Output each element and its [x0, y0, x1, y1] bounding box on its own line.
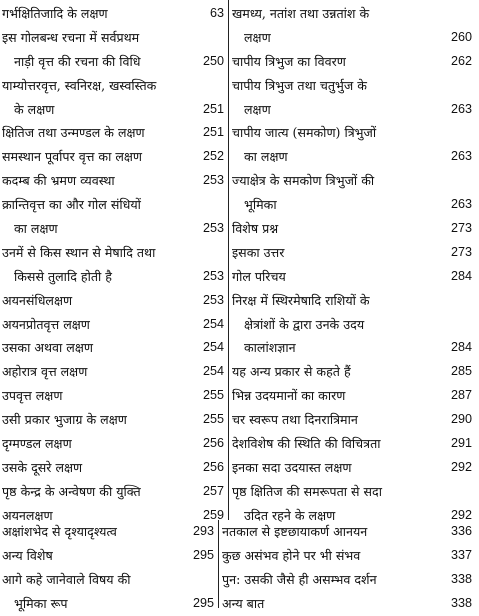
toc-entry	[2, 336, 224, 360]
toc-entry-line	[2, 520, 214, 544]
toc-entry	[2, 74, 224, 122]
toc-entry	[2, 169, 224, 193]
toc-page-number: 295	[192, 595, 214, 610]
toc-entry-line	[232, 193, 476, 217]
toc-page-number: 292	[450, 459, 472, 474]
toc-entry-line	[232, 2, 476, 26]
toc-page-number: 254	[202, 316, 224, 331]
toc-entry-line	[2, 289, 224, 313]
toc-entry	[2, 544, 214, 568]
toc-page-number: 273	[450, 221, 472, 236]
toc-entry	[2, 408, 224, 432]
toc-entry	[2, 520, 214, 544]
toc-entry-line	[232, 480, 476, 504]
toc-page-number: 253	[202, 292, 224, 307]
toc-entry-title: इनका सदा उदयास्त लक्षण	[232, 459, 352, 475]
toc-entry-title: दृग्मण्डल लक्षण	[2, 436, 72, 452]
toc-entry-line	[222, 544, 476, 568]
toc-entry	[232, 50, 476, 74]
toc-entry-title: अहोरात्र वृत्त लक्षण	[2, 364, 88, 380]
toc-entry-line	[2, 313, 224, 337]
toc-entry	[232, 289, 476, 361]
toc-entry-title: याम्योत्तरवृत्त, स्वनिरक्ष, खस्वस्तिक	[2, 77, 157, 93]
toc-page-number: 291	[450, 436, 472, 451]
toc-entry-title: का लक्षण	[244, 149, 288, 165]
toc-entry-title: नाड़ी वृत्त की रचना की विधि	[14, 53, 141, 69]
toc-entry-line	[232, 26, 476, 50]
toc-entry-title: उसके दूसरे लक्षण	[2, 459, 83, 475]
toc-entry-title: चापीय त्रिभुज तथा चतुर्भुज के	[232, 77, 367, 93]
toc-entry-line	[232, 169, 476, 193]
toc-entry-title: कालांशज्ञान	[244, 340, 296, 356]
toc-page-number: 293	[192, 524, 214, 538]
toc-page-number: 338	[450, 595, 472, 610]
toc-entry	[232, 217, 476, 241]
toc-entry	[232, 2, 476, 50]
toc-entry	[2, 480, 224, 504]
toc-page-number: 250	[202, 53, 224, 68]
toc-bottom-left-column	[2, 520, 214, 616]
toc-entry	[232, 384, 476, 408]
toc-entry-line	[222, 568, 476, 592]
toc-page-number: 287	[450, 388, 472, 403]
toc-entry-title: उसका अथवा लक्षण	[2, 340, 93, 356]
toc-entry-title: गर्भक्षितिजादि के लक्षण	[2, 6, 108, 21]
toc-entry-title: खमध्य, नतांश तथा उन्नतांश के	[232, 6, 370, 21]
toc-entry	[2, 313, 224, 337]
toc-entry	[2, 193, 224, 241]
toc-entry-title: पृष्ठ केन्द्र के अन्वेषण की युक्ति	[2, 483, 141, 499]
toc-entry-line	[2, 336, 224, 360]
toc-entry-line	[2, 408, 224, 432]
toc-entry-line	[2, 568, 214, 592]
toc-entry-line	[2, 480, 224, 504]
toc-page-number: 338	[450, 571, 472, 586]
toc-entry-line	[2, 432, 224, 456]
toc-entry-line	[232, 456, 476, 480]
toc-entry-title: किससे तुलादि होती है	[14, 268, 112, 284]
toc-entry	[2, 289, 224, 313]
toc-entry	[222, 520, 476, 544]
toc-entry-line	[2, 384, 224, 408]
toc-entry-title: विशेष प्रश्न	[232, 221, 279, 237]
toc-entry-title: इसका उत्तर	[232, 244, 285, 260]
toc-page-number: 263	[450, 197, 472, 212]
toc-entry-line	[2, 265, 224, 289]
toc-page-number: 256	[202, 436, 224, 451]
toc-entry-title: लक्षण	[244, 101, 271, 117]
toc-entry	[232, 241, 476, 265]
toc-page-number: 253	[202, 268, 224, 283]
toc-entry	[232, 456, 476, 480]
toc-page-number: 256	[202, 459, 224, 474]
toc-entry-line	[2, 360, 224, 384]
toc-entry	[232, 432, 476, 456]
toc-entry-line	[232, 289, 476, 313]
toc-entry-line	[232, 217, 476, 241]
toc-entry-title: समस्थान पूर्वापर वृत्त का लक्षण	[2, 149, 143, 165]
toc-page-number: 260	[450, 29, 472, 44]
toc-page-number: 290	[450, 412, 472, 427]
toc-entry-title: भूमिका	[244, 197, 277, 213]
toc-entry-line	[232, 241, 476, 265]
toc-entry-title: गोल परिचय	[232, 268, 286, 284]
toc-entry-title: यह अन्य प्रकार से कहते हैं	[232, 364, 351, 380]
toc-page-number: 252	[202, 149, 224, 164]
toc-page-number: 253	[202, 173, 224, 188]
toc-entry-line	[2, 98, 224, 122]
toc-entry	[2, 121, 224, 145]
column-divider-bottom	[218, 520, 219, 608]
toc-page-number: 254	[202, 364, 224, 379]
toc-entry-line	[232, 265, 476, 289]
toc-page-number: 284	[450, 268, 472, 283]
toc-entry-line	[2, 241, 224, 265]
toc-page-number: 284	[450, 340, 472, 355]
toc-entry-title: चर स्वरूप तथा दिनरात्रिमान	[232, 412, 358, 428]
toc-entry-title: अन्य विशेष	[2, 547, 53, 563]
toc-page-number: 259	[202, 507, 224, 522]
toc-entry-title: का लक्षण	[14, 221, 58, 237]
toc-entry-line	[232, 145, 476, 169]
toc-page-number: 251	[202, 125, 224, 140]
toc-entry	[222, 544, 476, 568]
column-divider	[228, 0, 229, 520]
toc-entry-title: ज्याक्षेत्र के समकोण त्रिभुजों की	[232, 173, 375, 189]
toc-page-number: 262	[450, 53, 472, 68]
toc-entry	[222, 592, 476, 616]
toc-entry-line	[2, 74, 224, 98]
toc-page-number: 254	[202, 340, 224, 355]
toc-entry-title: देशविशेष की स्थिति की विचित्रता	[232, 436, 381, 452]
toc-entry-line	[232, 408, 476, 432]
toc-entry-title: अन्य बात	[222, 595, 265, 611]
toc-entry-title: चापीय त्रिभुज का विवरण	[232, 53, 346, 69]
toc-left-column	[2, 2, 224, 528]
toc-page-number: 263	[450, 101, 472, 116]
toc-entry-line	[232, 74, 476, 98]
toc-entry	[232, 408, 476, 432]
toc-entry	[2, 145, 224, 169]
toc-entry-title: उसी प्रकार भुजाग्र के लक्षण	[2, 412, 127, 428]
toc-entry-title: क्षितिज तथा उन्मण्डल के लक्षण	[2, 125, 145, 141]
toc-entry-title: के लक्षण	[14, 101, 55, 117]
toc-entry-title: उपवृत्त लक्षण	[2, 388, 63, 404]
toc-bottom-right-column	[222, 520, 476, 616]
toc-entry-title: उनमें से किस स्थान से मेषादि तथा	[2, 244, 156, 260]
toc-entry-line	[2, 2, 224, 26]
toc-entry	[2, 26, 224, 74]
toc-entry-title: अयनलक्षण	[2, 507, 53, 523]
toc-page-number: 336	[450, 524, 472, 538]
toc-entry-line	[2, 50, 224, 74]
toc-entry	[222, 568, 476, 592]
toc-entry-line	[232, 313, 476, 337]
toc-entry-line	[232, 336, 476, 360]
toc-entry-line	[232, 384, 476, 408]
toc-entry-title: अयनप्रोतवृत्त लक्षण	[2, 316, 90, 332]
toc-entry	[2, 432, 224, 456]
toc-entry-line	[232, 98, 476, 122]
toc-entry-line	[2, 121, 224, 145]
toc-entry-title: क्षेत्रांशों के द्वारा उनके उदय	[244, 316, 365, 332]
toc-entry-title: निरक्ष में स्थिरमेषादि राशियों के	[232, 292, 370, 308]
toc-entry-line	[222, 520, 476, 544]
toc-entry-line	[2, 544, 214, 568]
toc-entry-title: अक्षांशभेद से दृश्यादृश्यत्व	[2, 524, 117, 539]
toc-entry-title: इस गोलबन्ध रचना में सर्वप्रथम	[2, 29, 140, 45]
toc-page-number: 251	[202, 101, 224, 116]
toc-entry-line	[232, 121, 476, 145]
toc-entry	[2, 2, 224, 26]
toc-entry-title: लक्षण	[244, 29, 271, 45]
toc-page-number: 63	[209, 6, 224, 20]
toc-entry-line	[2, 456, 224, 480]
toc-page-number: 257	[202, 483, 224, 498]
toc-entry-title: आगे कहे जानेवाले विषय की	[2, 571, 131, 587]
toc-entry-line	[232, 50, 476, 74]
toc-entry	[2, 568, 214, 616]
toc-page-number: 337	[450, 547, 472, 562]
toc-entry	[2, 360, 224, 384]
toc-entry-title: उदित रहने के लक्षण	[244, 507, 336, 523]
toc-entry-title: नतकाल से इष्टछायाकर्ण आनयन	[222, 524, 368, 539]
toc-entry-title: क्रान्तिवृत्त का और गोल संधियों	[2, 197, 141, 213]
toc-entry-title: कुछ असंभव होने पर भी संभव	[222, 547, 361, 563]
toc-entry	[2, 241, 224, 289]
toc-entry-line	[232, 360, 476, 384]
toc-entry	[232, 74, 476, 122]
toc-entry-title: पुन: उसकी जैसे ही असम्भव दर्शन	[222, 571, 377, 587]
toc-page-number: 253	[202, 221, 224, 236]
toc-entry-title: पृष्ठ क्षितिज की समरूपता से सदा	[232, 483, 382, 499]
toc-page-number: 295	[192, 547, 214, 562]
toc-entry-line	[222, 592, 476, 616]
toc-entry	[2, 456, 224, 480]
toc-entry	[232, 169, 476, 217]
toc-entry	[232, 265, 476, 289]
toc-entry	[232, 121, 476, 169]
toc-page-number: 263	[450, 149, 472, 164]
toc-page-number: 273	[450, 244, 472, 259]
toc-entry-title: कदम्ब की भ्रमण व्यवस्था	[2, 173, 115, 189]
toc-entry-title: अयनसंधिलक्षण	[2, 292, 73, 308]
toc-page-number: 285	[450, 364, 472, 379]
toc-entry-line	[2, 592, 214, 616]
toc-entry-title: चापीय जात्य (समकोण) त्रिभुजों	[232, 125, 377, 141]
toc-entry	[2, 384, 224, 408]
toc-entry-line	[2, 169, 224, 193]
toc-entry-title: भूमिका रूप	[14, 595, 68, 611]
toc-entry-line	[232, 432, 476, 456]
toc-entry-line	[2, 193, 224, 217]
toc-entry-line	[2, 145, 224, 169]
toc-entry	[232, 360, 476, 384]
toc-page-number: 292	[450, 507, 472, 522]
toc-entry-title: भिन्न उदयमानों का कारण	[232, 388, 346, 404]
toc-right-column	[232, 2, 476, 528]
toc-page-number: 255	[202, 388, 224, 403]
toc-entry-line	[2, 26, 224, 50]
toc-page-number: 255	[202, 412, 224, 427]
toc-entry-line	[2, 217, 224, 241]
